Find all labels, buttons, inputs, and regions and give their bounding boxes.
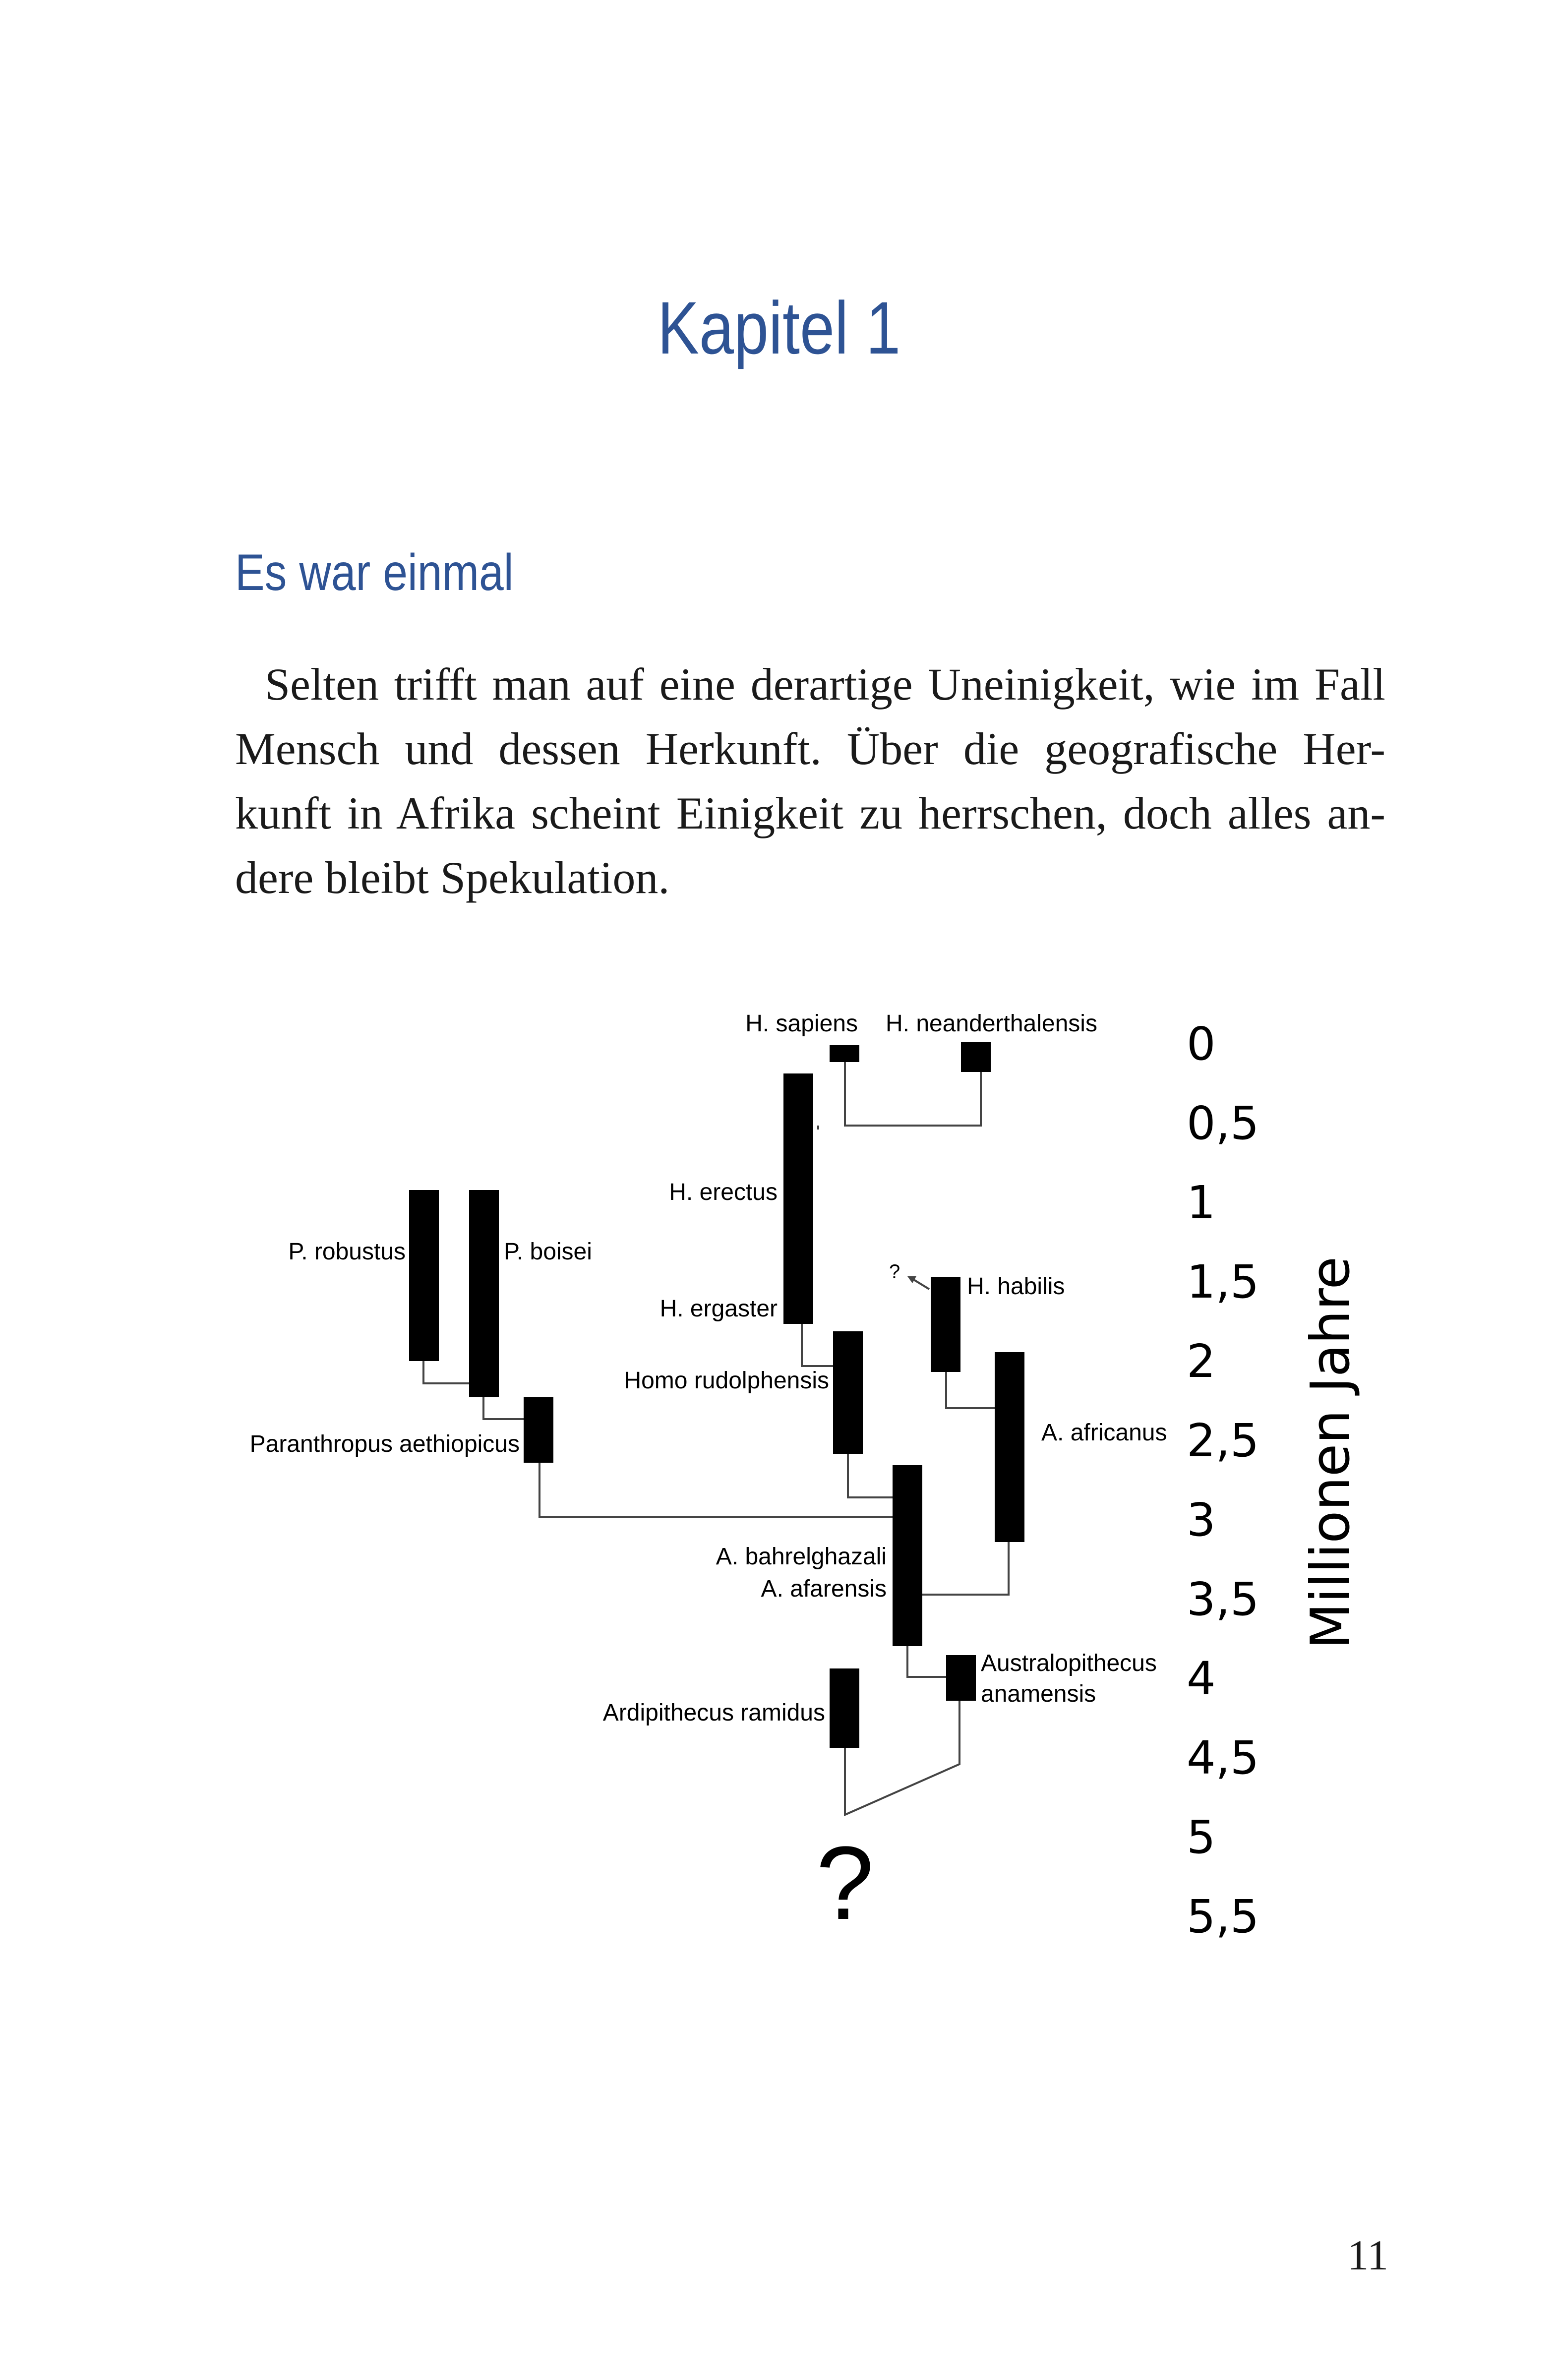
label-australopithecus-anamensis — [981, 1650, 1163, 1707]
label-homo-rudolphensis: Homo rudolphensis — [624, 1368, 829, 1394]
time-tick: 0 — [1187, 1017, 1216, 1071]
bar-a-africanus — [995, 1352, 1024, 1542]
time-tick: 1 — [1187, 1176, 1216, 1229]
uncertain-link-question-mark: ? — [889, 1261, 900, 1283]
bar-p-boisei — [469, 1190, 499, 1397]
connector-africanus-afarensis — [907, 1542, 1009, 1595]
body-line: kunft in Afrika scheint Einigkeit zu herrschen, doch alles an- — [235, 788, 1385, 838]
label-p-boisei: P. boisei — [504, 1239, 592, 1265]
time-tick: 1,5 — [1187, 1255, 1259, 1309]
label-h-neanderthalensis: H. neanderthalensis — [886, 1011, 1097, 1037]
body-line: Mensch und dessen Herkunft. Über die geografische Her- — [235, 723, 1385, 774]
connector-afarensis-anamensis — [907, 1645, 946, 1677]
bar-h-erectus — [783, 1073, 813, 1324]
label-h-erectus: H. erectus — [669, 1179, 778, 1205]
bar-h-habilis — [931, 1277, 960, 1372]
time-tick: 3,5 — [1187, 1573, 1259, 1626]
body-line: Selten trifft man auf eine derartige Uneinigkeit, wie im Fall — [265, 659, 1385, 710]
time-tick: 2 — [1187, 1335, 1216, 1388]
time-tick: 3 — [1187, 1493, 1216, 1547]
time-tick: 5,5 — [1187, 1890, 1259, 1943]
time-tick: 5 — [1187, 1811, 1216, 1864]
label-a-bahrelghazali: A. bahrelghazali — [716, 1544, 887, 1570]
bar-ardipithecus-ramidus — [830, 1668, 859, 1748]
root-question-mark: ? — [816, 1825, 874, 1941]
connector-root — [845, 1701, 959, 1815]
label-a-afarensis: A. afarensis — [761, 1576, 887, 1602]
connector-rudolphensis-afarensis — [848, 1453, 893, 1497]
time-axis — [1187, 1017, 1259, 1943]
bar-p-robustus — [409, 1190, 439, 1361]
label-anamensis-line-1: Australopithecus — [981, 1650, 1157, 1676]
label-a-africanus: A. africanus — [1041, 1420, 1167, 1446]
bar-paranthropus-aethiopicus — [524, 1397, 553, 1463]
species-bars — [409, 1042, 1024, 1748]
bar-australopithecus-anamensis — [946, 1655, 976, 1701]
label-h-ergaster: H. ergaster — [659, 1296, 778, 1322]
connector-aethiopicus-afarensis — [539, 1463, 894, 1517]
bar-h-sapiens — [830, 1045, 859, 1062]
species-labels — [250, 1011, 1167, 1726]
bar-a-afarensis — [893, 1465, 922, 1646]
section-title: Es war einmal — [235, 544, 514, 601]
label-h-habilis: H. habilis — [967, 1273, 1065, 1300]
page-number: 11 — [1347, 2231, 1388, 2279]
connector-habilis-africanus — [946, 1371, 995, 1408]
time-tick: 0,5 — [1187, 1097, 1259, 1150]
time-tick: 2,5 — [1187, 1414, 1259, 1467]
time-axis-label: Millionen Jahre — [1300, 1256, 1362, 1649]
bar-h-neanderthalensis — [961, 1042, 991, 1072]
label-h-sapiens: H. sapiens — [745, 1011, 858, 1037]
connector-ergaster-rudolphensis — [802, 1323, 835, 1366]
uncertain-link — [889, 1261, 929, 1289]
label-p-robustus: P. robustus — [288, 1239, 406, 1265]
label-anamensis-line-2: anamensis — [981, 1681, 1096, 1707]
connector-sapiens-neanderthal — [845, 1059, 981, 1126]
label-paranthropus-aethiopicus: Paranthropus aethiopicus — [249, 1431, 520, 1457]
body-line: dere bleibt Spekulation. — [235, 852, 670, 903]
bar-homo-rudolphensis — [833, 1331, 863, 1454]
label-ardipithecus-ramidus: Ardipithecus ramidus — [602, 1700, 825, 1726]
time-tick: 4,5 — [1187, 1731, 1259, 1785]
chapter-title: Kapitel 1 — [657, 286, 901, 369]
time-tick: 4 — [1187, 1652, 1216, 1705]
